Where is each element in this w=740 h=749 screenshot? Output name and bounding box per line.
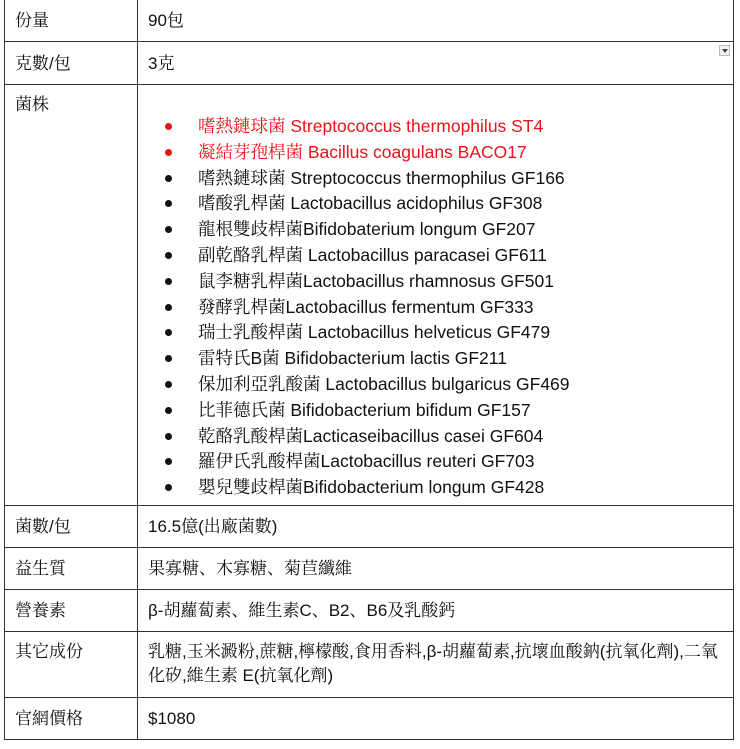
strain-item: 龍根雙歧桿菌Bifidobaterium longum GF207 [165, 217, 733, 243]
strain-list [138, 85, 733, 505]
row-strains [5, 85, 734, 506]
value-servings: 90包 [138, 0, 734, 42]
value-other-ingredients: 乳糖,玉米澱粉,蔗糖,檸檬酸,食用香料,β-胡蘿蔔素,抗壞血酸鈉(抗氧化劑),二氧化矽,維生素 E(抗氧化劑) [138, 631, 734, 697]
strain-item: 嬰兒雙歧桿菌Bifidobacterium longum GF428 [165, 475, 733, 501]
bullet-icon [165, 278, 172, 285]
value-strains [138, 85, 734, 506]
bullet-icon [165, 123, 172, 130]
bullet-icon [165, 458, 172, 465]
bullet-icon [165, 484, 172, 491]
bullet-icon [165, 175, 172, 182]
bullet-icon [165, 433, 172, 440]
value-official-price: $1080 [138, 697, 734, 739]
label-other-ingredients: 其它成份 [5, 631, 138, 697]
strain-item: 保加利亞乳酸菌 Lactobacillus bulgaricus GF469 [165, 372, 733, 398]
row-official-price [5, 697, 734, 739]
label-cfu-per-pack: 菌數/包 [5, 505, 138, 547]
value-grams-per-pack-cell [138, 42, 734, 85]
row-cfu-per-pack [5, 505, 734, 547]
bullet-icon [165, 226, 172, 233]
bullet-icon [165, 381, 172, 388]
bullet-icon [165, 329, 172, 336]
bullet-icon [165, 407, 172, 414]
row-grams-per-pack [5, 42, 734, 85]
product-spec-table [4, 0, 734, 740]
row-other-ingredients [5, 631, 734, 697]
label-prebiotics: 益生質 [5, 547, 138, 589]
bullet-icon [165, 304, 172, 311]
label-nutrients: 營養素 [5, 589, 138, 631]
value-nutrients: β-胡蘿蔔素、維生素C、B2、B6及乳酸鈣 [138, 589, 734, 631]
strain-item: 鼠李糖乳桿菌Lactobacillus rhamnosus GF501 [165, 269, 733, 295]
bullet-icon [165, 149, 172, 156]
row-servings [5, 0, 734, 42]
strain-item: 乾酪乳酸桿菌Lacticaseibacillus casei GF604 [165, 424, 733, 450]
bullet-icon [165, 355, 172, 362]
strain-item: 雷特氏B菌 Bifidobacterium lactis GF211 [165, 346, 733, 372]
strain-item: 瑞士乳酸桿菌 Lactobacillus helveticus GF479 [165, 320, 733, 346]
strain-item: 嗜酸乳桿菌 Lactobacillus acidophilus GF308 [165, 191, 733, 217]
strain-item: 副乾酪乳桿菌 Lactobacillus paracasei GF611 [165, 243, 733, 269]
row-prebiotics [5, 547, 734, 589]
value-prebiotics: 果寡糖、木寡糖、菊苣纖維 [138, 547, 734, 589]
label-official-price: 官網價格 [5, 697, 138, 739]
strain-item: 嗜熱鏈球菌 Streptococcus thermophilus GF166 [165, 166, 733, 192]
dropdown-arrow-icon[interactable] [719, 45, 730, 56]
strain-item: 比菲德氏菌 Bifidobacterium bifidum GF157 [165, 398, 733, 424]
strain-item: 凝結芽孢桿菌 Bacillus coagulans BACO17 [165, 140, 733, 166]
label-grams-per-pack: 克數/包 [5, 42, 138, 85]
strain-item: 嗜熱鏈球菌 Streptococcus thermophilus ST4 [165, 114, 733, 140]
label-servings: 份量 [5, 0, 138, 42]
row-nutrients [5, 589, 734, 631]
value-cfu-per-pack: 16.5億(出廠菌數) [138, 505, 734, 547]
label-strains: 菌株 [5, 85, 138, 506]
bullet-icon [165, 200, 172, 207]
bullet-icon [165, 252, 172, 259]
strain-item: 羅伊氏乳酸桿菌Lactobacillus reuteri GF703 [165, 449, 733, 475]
value-grams-per-pack: 3克 [148, 54, 175, 73]
strain-item: 發酵乳桿菌Lactobacillus fermentum GF333 [165, 295, 733, 321]
